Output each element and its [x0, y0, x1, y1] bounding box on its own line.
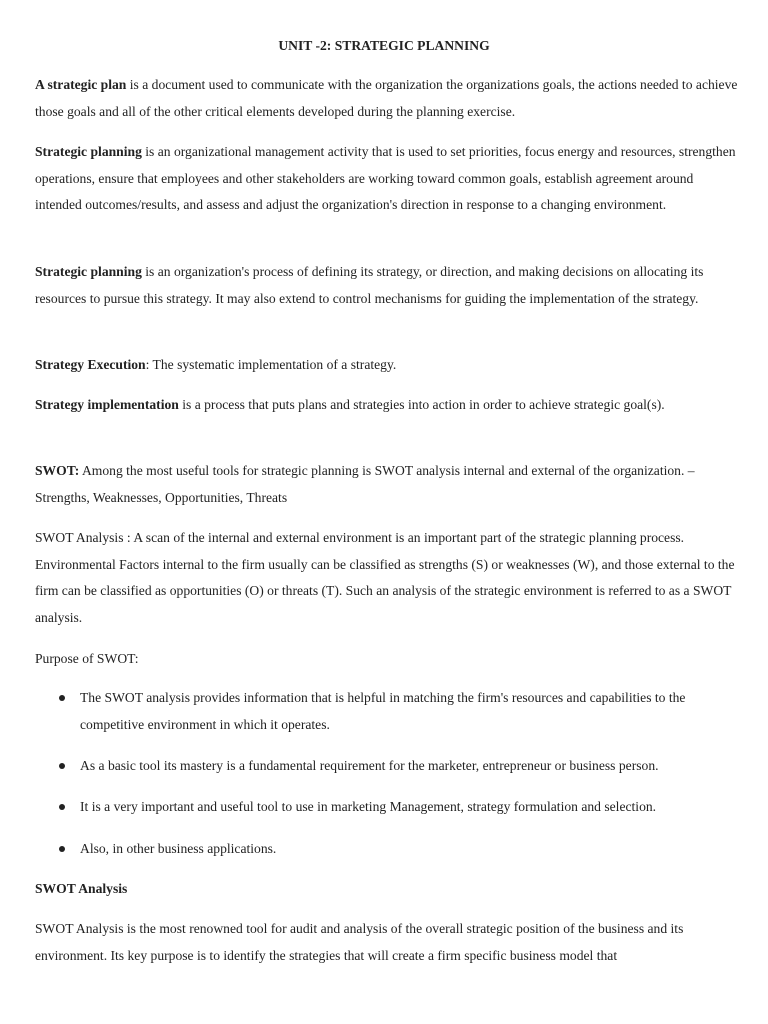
list-item [35, 836, 743, 863]
definition-swot: Among the most useful tools for strategic planning is SWOT analysis internal and external of the organization. – Strengths, Weaknesses, Opportunities, Threats [35, 463, 695, 505]
bullet-icon [59, 695, 65, 701]
term-strategic-planning-1: Strategic planning [35, 144, 142, 159]
section-heading [35, 876, 743, 903]
term-strategic-planning-2: Strategic planning [35, 264, 142, 279]
purpose-heading: Purpose of SWOT: [35, 651, 139, 666]
page-title: UNIT -2: STRATEGIC PLANNING [278, 38, 490, 53]
paragraph-swot-analysis-tool: SWOT Analysis is the most renowned tool for audit and analysis of the overall strategic position of the business and its environment. Its key purpose is to identify the strategies that will create a firm specific business model that [35, 921, 684, 963]
paragraph-strategy-execution [35, 352, 743, 379]
paragraph-strategic-planning-1 [35, 139, 743, 219]
term-strategic-plan: A strategic plan [35, 77, 127, 92]
paragraph-strategic-planning-2 [35, 259, 743, 312]
list-item [35, 685, 743, 738]
list-item-text: The SWOT analysis provides information that is helpful in matching the firm's resources and capabilities to the competitive environment in which it operates. [80, 690, 686, 732]
term-strategy-execution: Strategy Execution [35, 357, 146, 372]
definition-strategy-implementation: is a process that puts plans and strategies into action in order to achieve strategic goal(s). [178, 397, 665, 412]
list-item-text: Also, in other business applications. [80, 840, 277, 856]
definition-strategy-execution: : The systematic implementation of a strategy. [145, 357, 397, 372]
paragraph-swot-analysis-scan: SWOT Analysis : A scan of the internal and external environment is an important part of the strategic planning process. Environmental Factors internal to the firm usually can be classified as strengths (S) or weaknesses (W), and those external to the firm can be classified as opportunities (O) or threats (T). Such an analysis of the strategic environment is referred to as a SWOT analysis. [35, 530, 735, 625]
term-strategy-implementation: Strategy implementation [35, 397, 179, 412]
definition-strategic-planning-2: is an organization's process of defining its strategy, or direction, and making decisions on allocating its resources to pursue this strategy. It may also extend to control mechanisms for guiding the implementation of the strategy. [35, 264, 704, 306]
paragraph-strategy-implementation [35, 392, 743, 419]
list-item [35, 753, 743, 780]
paragraph-swot [35, 458, 743, 511]
section-heading-text: SWOT Analysis [35, 881, 128, 896]
list-item [35, 794, 743, 821]
bullet-icon [59, 763, 65, 769]
bullet-icon [59, 804, 65, 810]
list-item-text: As a basic tool its mastery is a fundamental requirement for the marketer, entrepreneur or business person. [80, 757, 659, 773]
paragraph-strategic-plan [35, 72, 743, 125]
definition-strategic-plan: is a document used to communicate with the organization the organizations goals, the actions needed to achieve those goals and all of the other critical elements developed during the planning exercise. [35, 77, 738, 119]
definition-strategic-planning-1: is an organizational management activity that is used to set priorities, focus energy and resources, strengthen operations, ensure that employees and other stakeholders are working toward common goals, establish agreement around intended outcomes/results, and assess and adjust the organization's direction in response to a changing environment. [35, 144, 736, 213]
term-swot: SWOT: [35, 463, 80, 478]
list-item-text: It is a very important and useful tool to use in marketing Management, strategy formulation and selection. [80, 799, 657, 815]
bullet-icon [59, 846, 65, 852]
purpose-list [35, 685, 743, 877]
